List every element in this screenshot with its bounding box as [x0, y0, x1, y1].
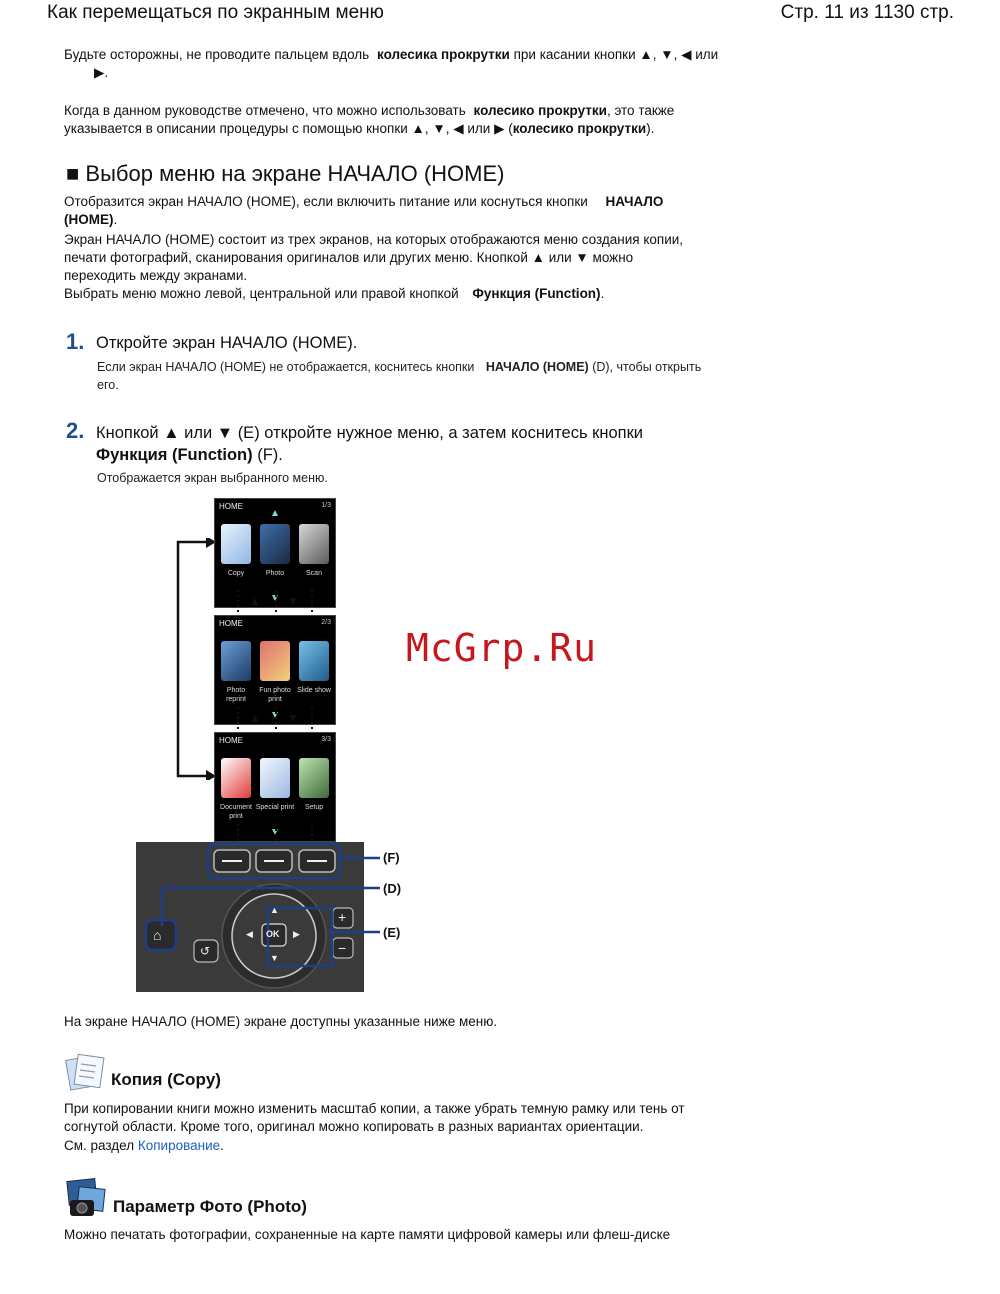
- section-line-1: [64, 193, 663, 211]
- text: (F).: [252, 446, 283, 464]
- menu-label: Setup: [304, 804, 324, 811]
- text: Отобразится экран НАЧАЛО (HOME), если включить питание или коснуться кнопки: [64, 194, 588, 209]
- down-arrow-icon: ▼: [287, 594, 299, 608]
- menu-label: Scan: [306, 570, 322, 577]
- bold-term: НАЧАЛО (HOME): [485, 360, 589, 374]
- callout-d-label: (D): [383, 881, 402, 896]
- menu-label: Special print: [255, 804, 295, 811]
- copy-section-icon: [64, 1052, 106, 1092]
- section-line-5: переходить между экранами.: [64, 268, 248, 283]
- wheel-up-icon[interactable]: ▲: [270, 905, 279, 915]
- down-arrow-icon: ▼: [287, 711, 299, 725]
- slide-show-icon: [299, 641, 329, 681]
- minus-button[interactable]: −: [338, 940, 347, 956]
- screen-title: HOME: [219, 619, 243, 628]
- bold-term: колесико прокрутки: [512, 121, 647, 136]
- photo-section-icon: [64, 1178, 108, 1218]
- text: .: [600, 286, 605, 301]
- ok-button[interactable]: OK: [266, 929, 280, 939]
- text: См. раздел: [64, 1138, 138, 1153]
- copy-line-1: При копировании книги можно изменить масштаб копии, а также убрать темную рамку или тень от: [64, 1101, 685, 1116]
- copy-link[interactable]: Копирование: [137, 1138, 221, 1153]
- scan-icon: [299, 524, 329, 564]
- step-1-text: Откройте экран НАЧАЛО (HOME).: [96, 334, 358, 352]
- text: .: [113, 212, 118, 227]
- step-2-text: Кнопкой ▲ или ▼ (E) откройте нужное меню, а затем коснитесь кнопки: [96, 424, 644, 442]
- menus-intro: На экране НАЧАЛО (HOME) экране доступны указанные ниже меню.: [64, 1014, 498, 1029]
- menu-label: Photo reprint: [226, 687, 246, 703]
- wheel-right-icon[interactable]: ▶: [293, 929, 300, 939]
- intro-paragraph-1-cont: ▶.: [94, 65, 109, 80]
- menu-label: Photo: [265, 570, 285, 577]
- callout-lines: [160, 852, 382, 942]
- callout-f-label: (F): [383, 850, 400, 865]
- text: .: [220, 1138, 224, 1153]
- section-line-2: [64, 211, 117, 229]
- intro-paragraph-2: [64, 102, 674, 120]
- step-1-sub-cont: его.: [97, 378, 119, 392]
- step-1-sub: [97, 358, 701, 376]
- section-heading: ■ Выбор меню на экране НАЧАЛО (HOME): [66, 161, 505, 186]
- text: указывается в описании процедуры с помощью кнопки ▲, ▼, ◀ или ▶ (: [64, 121, 513, 136]
- bold-term: колесика прокрутки: [376, 47, 510, 62]
- menu-label: Copy: [227, 570, 245, 577]
- photo-section-title: Параметр Фото (Photo): [113, 1197, 307, 1216]
- photo-reprint-icon: [221, 641, 251, 681]
- wheel-left-icon[interactable]: ◀: [246, 929, 253, 939]
- text: ).: [646, 121, 655, 136]
- step-2-text-cont: [96, 446, 283, 465]
- nav-connector: [226, 822, 326, 844]
- copy-line-2: согнутой области. Кроме того, оригинал можно копировать в разных вариантах ориентации.: [64, 1119, 644, 1134]
- copy-line-3: [64, 1137, 224, 1155]
- photo-line-1: Можно печатать фотографии, сохраненные на карте памяти цифровой камеры или флеш-диске: [64, 1227, 671, 1242]
- text: Выбрать меню можно левой, центральной или правой кнопкой: [64, 286, 459, 301]
- text: (D), чтобы открыть: [588, 360, 702, 374]
- intro-paragraph-2-cont: [64, 120, 654, 138]
- text: при касании кнопки ▲, ▼, ◀ или: [513, 47, 719, 62]
- callout-e-label: (E): [383, 925, 401, 940]
- screen-page: 3/3: [321, 736, 331, 743]
- cycle-arrow: [170, 538, 220, 780]
- nav-connector: [226, 705, 326, 735]
- plus-button[interactable]: +: [338, 909, 347, 925]
- up-arrow-icon: ▲: [249, 594, 261, 608]
- up-indicator-icon: [272, 510, 278, 516]
- text: Когда в данном руководстве отмечено, что можно использовать: [64, 103, 466, 118]
- screen-page: 1/3: [321, 502, 331, 509]
- copy-icon: [221, 524, 251, 564]
- wheel-down-icon[interactable]: ▼: [270, 953, 279, 963]
- document-print-icon: [221, 758, 251, 798]
- up-arrow-icon: ▲: [249, 711, 261, 725]
- bold-term: Функция (Function): [96, 446, 253, 464]
- copy-section-title: Копия (Copy): [111, 1070, 221, 1089]
- back-button-icon[interactable]: ↺: [200, 944, 211, 958]
- bold-term: НАЧАЛО: [605, 194, 664, 209]
- menu-label: Slide show: [297, 687, 331, 694]
- menu-label: Document print: [220, 804, 252, 820]
- screen-page: 2/3: [321, 619, 331, 626]
- page-counter: Стр. 11 из 1130 стр.: [780, 2, 954, 23]
- special-print-icon: [260, 758, 290, 798]
- text: , это также: [606, 103, 675, 118]
- screen-title: HOME: [219, 736, 243, 745]
- menu-label: Fun photo print: [259, 687, 291, 703]
- step-2-sub: Отображается экран выбранного меню.: [97, 471, 328, 485]
- step-2-number: 2.: [66, 418, 85, 443]
- text: Будьте осторожны, не проводите пальцем вдоль: [64, 47, 370, 62]
- watermark: McGrp.Ru: [406, 626, 598, 670]
- home-button-icon[interactable]: ⌂: [153, 927, 162, 943]
- nav-connector: [226, 588, 326, 618]
- photo-icon: [260, 524, 290, 564]
- screen-title: HOME: [219, 502, 243, 511]
- intro-paragraph-1: [64, 46, 718, 64]
- bold-term: колесико прокрутки: [473, 103, 607, 118]
- text: Если экран НАЧАЛО (HOME) не отображается, коснитесь кнопки: [97, 360, 475, 374]
- bold-term: Функция (Function): [472, 286, 601, 301]
- step-1-number: 1.: [66, 329, 85, 354]
- fun-photo-print-icon: [260, 641, 290, 681]
- setup-icon: [299, 758, 329, 798]
- bold-term: (HOME): [64, 212, 114, 227]
- section-line-4: печати фотографий, сканирования оригиналов или других меню. Кнопкой ▲ или ▼ можно: [64, 250, 634, 265]
- section-line-6: [64, 285, 604, 303]
- page-title: Как перемещаться по экранным меню: [47, 2, 384, 23]
- section-line-3: Экран НАЧАЛО (HOME) состоит из трех экранов, на которых отображаются меню создания копии,: [64, 232, 684, 247]
